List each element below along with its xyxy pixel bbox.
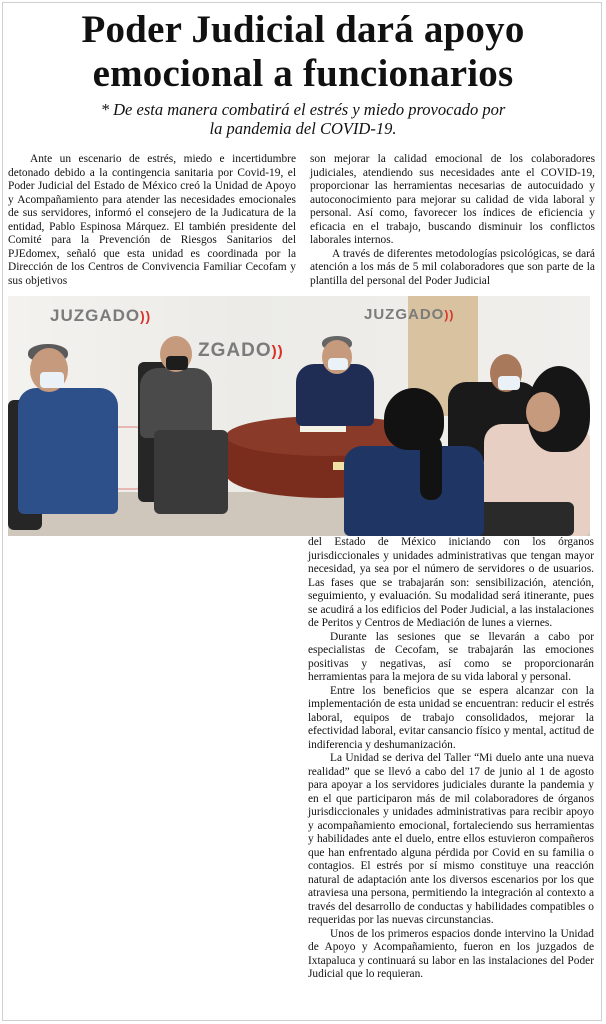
subheadline-line-2: la pandemia del COVID-19.: [209, 119, 397, 138]
paragraph: Durante las sesiones que se llevarán a cabo por especialistas de Cecofam, se trabajarán las emociones positivas y negativas, así como se proporcionarán herramientas para la mejora de su vida laboral y personal.: [308, 630, 594, 683]
subheadline: [40, 100, 566, 138]
paragraph: A través de diferentes metodologías psicológicas, se dará atención a los más de 5 mil colaboradores que son parte de la plantilla del personal del Poder Judicial: [310, 247, 595, 287]
paragraph: Entre los beneficios que se espera alcanzar con la implementación de esta unidad se encuentran: reducir el estrés laboral, equipos de trabajo consolidados, mejorar la efectividad laboral, evitar cansancio físico y mental, actitud de indiferencia y deshumanización.: [308, 684, 594, 751]
headline: [0, 8, 606, 96]
paragraph: del Estado de México iniciando con los órganos jurisdiccionales y unidades administrativas que tengan mayor necesidad, ya sea por el número de servidores o de usuarios. Las fases que se trabajarán son: sensibilización, atención, seguimiento, y evaluación. Su modalidad será itinerante, pues se acudirá a los edificios del Poder Judicial, a las instalaciones de Peritos y Centros de Mediación de lunes a viernes.: [308, 536, 594, 629]
article-column-1: [8, 153, 296, 288]
subheadline-line-1: * De esta manera combatirá el estrés y miedo provocado por: [100, 100, 506, 119]
paragraph: La Unidad se deriva del Taller “Mi duelo ante una nueva realidad” que se llevó a cabo del 17 de junio al 1 de agosto para apoyar a los servidores judiciales durante la pandemia y en el que participaron más de mil colaboradores de órganos jurisdiccionales y unidades administrativas para recibir apoyo y acompañamiento emocional, fortaleciendo sus herramientas y habilidades ante el duelo, entre ellos estuvieron compañeros que han enfrentado alguna pérdida por Covid en su familia o contagios. El estrés por sí mismo constituye una reacción natural de adaptación ante los diversos escenarios por los que atraviesa una persona, permitiendo la integración al contexto a través del desarrollo de conductas y habilidades compatibles o requeridas por las nuevas circunstancias.: [308, 752, 594, 926]
paragraph: Unos de los primeros espacios donde intervino la Unidad de Apoyo y Acompañamiento, fueron en los juzgados de Ixtapaluca y continuará su labor en las instalaciones del Poder Judicial que lo requieran.: [308, 927, 594, 980]
juzgado-logo: JUZGADO)): [50, 306, 152, 325]
paragraph: son mejorar la calidad emocional de los colaboradores judiciales, atendiendo sus necesidades ante el COVID-19, proporcionar las herramientas necesarias de autocuidado y autoconocimiento para mejorar su calidad de vida laboral y personal. Así como, favorecer los índices de eficiencia y eficacia en el trabajo, buscando disminuir los conflictos laborales internos.: [310, 153, 595, 246]
article-column-2: [310, 153, 595, 288]
article-column-3: [308, 536, 594, 982]
headline-line-2: emocional a funcionarios: [92, 52, 514, 95]
juzgado-logo: ZGADO)): [198, 340, 284, 361]
news-photo: [8, 296, 590, 536]
juzgado-logo: JUZGADO)): [364, 306, 455, 323]
paragraph: Ante un escenario de estrés, miedo e incertidumbre detonado debido a la contingencia sanitaria por Covid-19, el Poder Judicial del Estado de México creó la Unidad de Apoyo y Acompañamiento para atender las necesidades emocionales de sus servidores, informó el consejero de la Judicatura de la entidad, Pablo Espinosa Márquez. El también presidente del Comité para la Prevención de Riesgos Sanitarios del PJEdomex, señaló que esta unidad es coordinada por la Dirección de los Centros de Convivencia Familiar Cecofam y sus objetivos: [8, 153, 296, 287]
headline-line-1: Poder Judicial dará apoyo: [81, 8, 525, 51]
